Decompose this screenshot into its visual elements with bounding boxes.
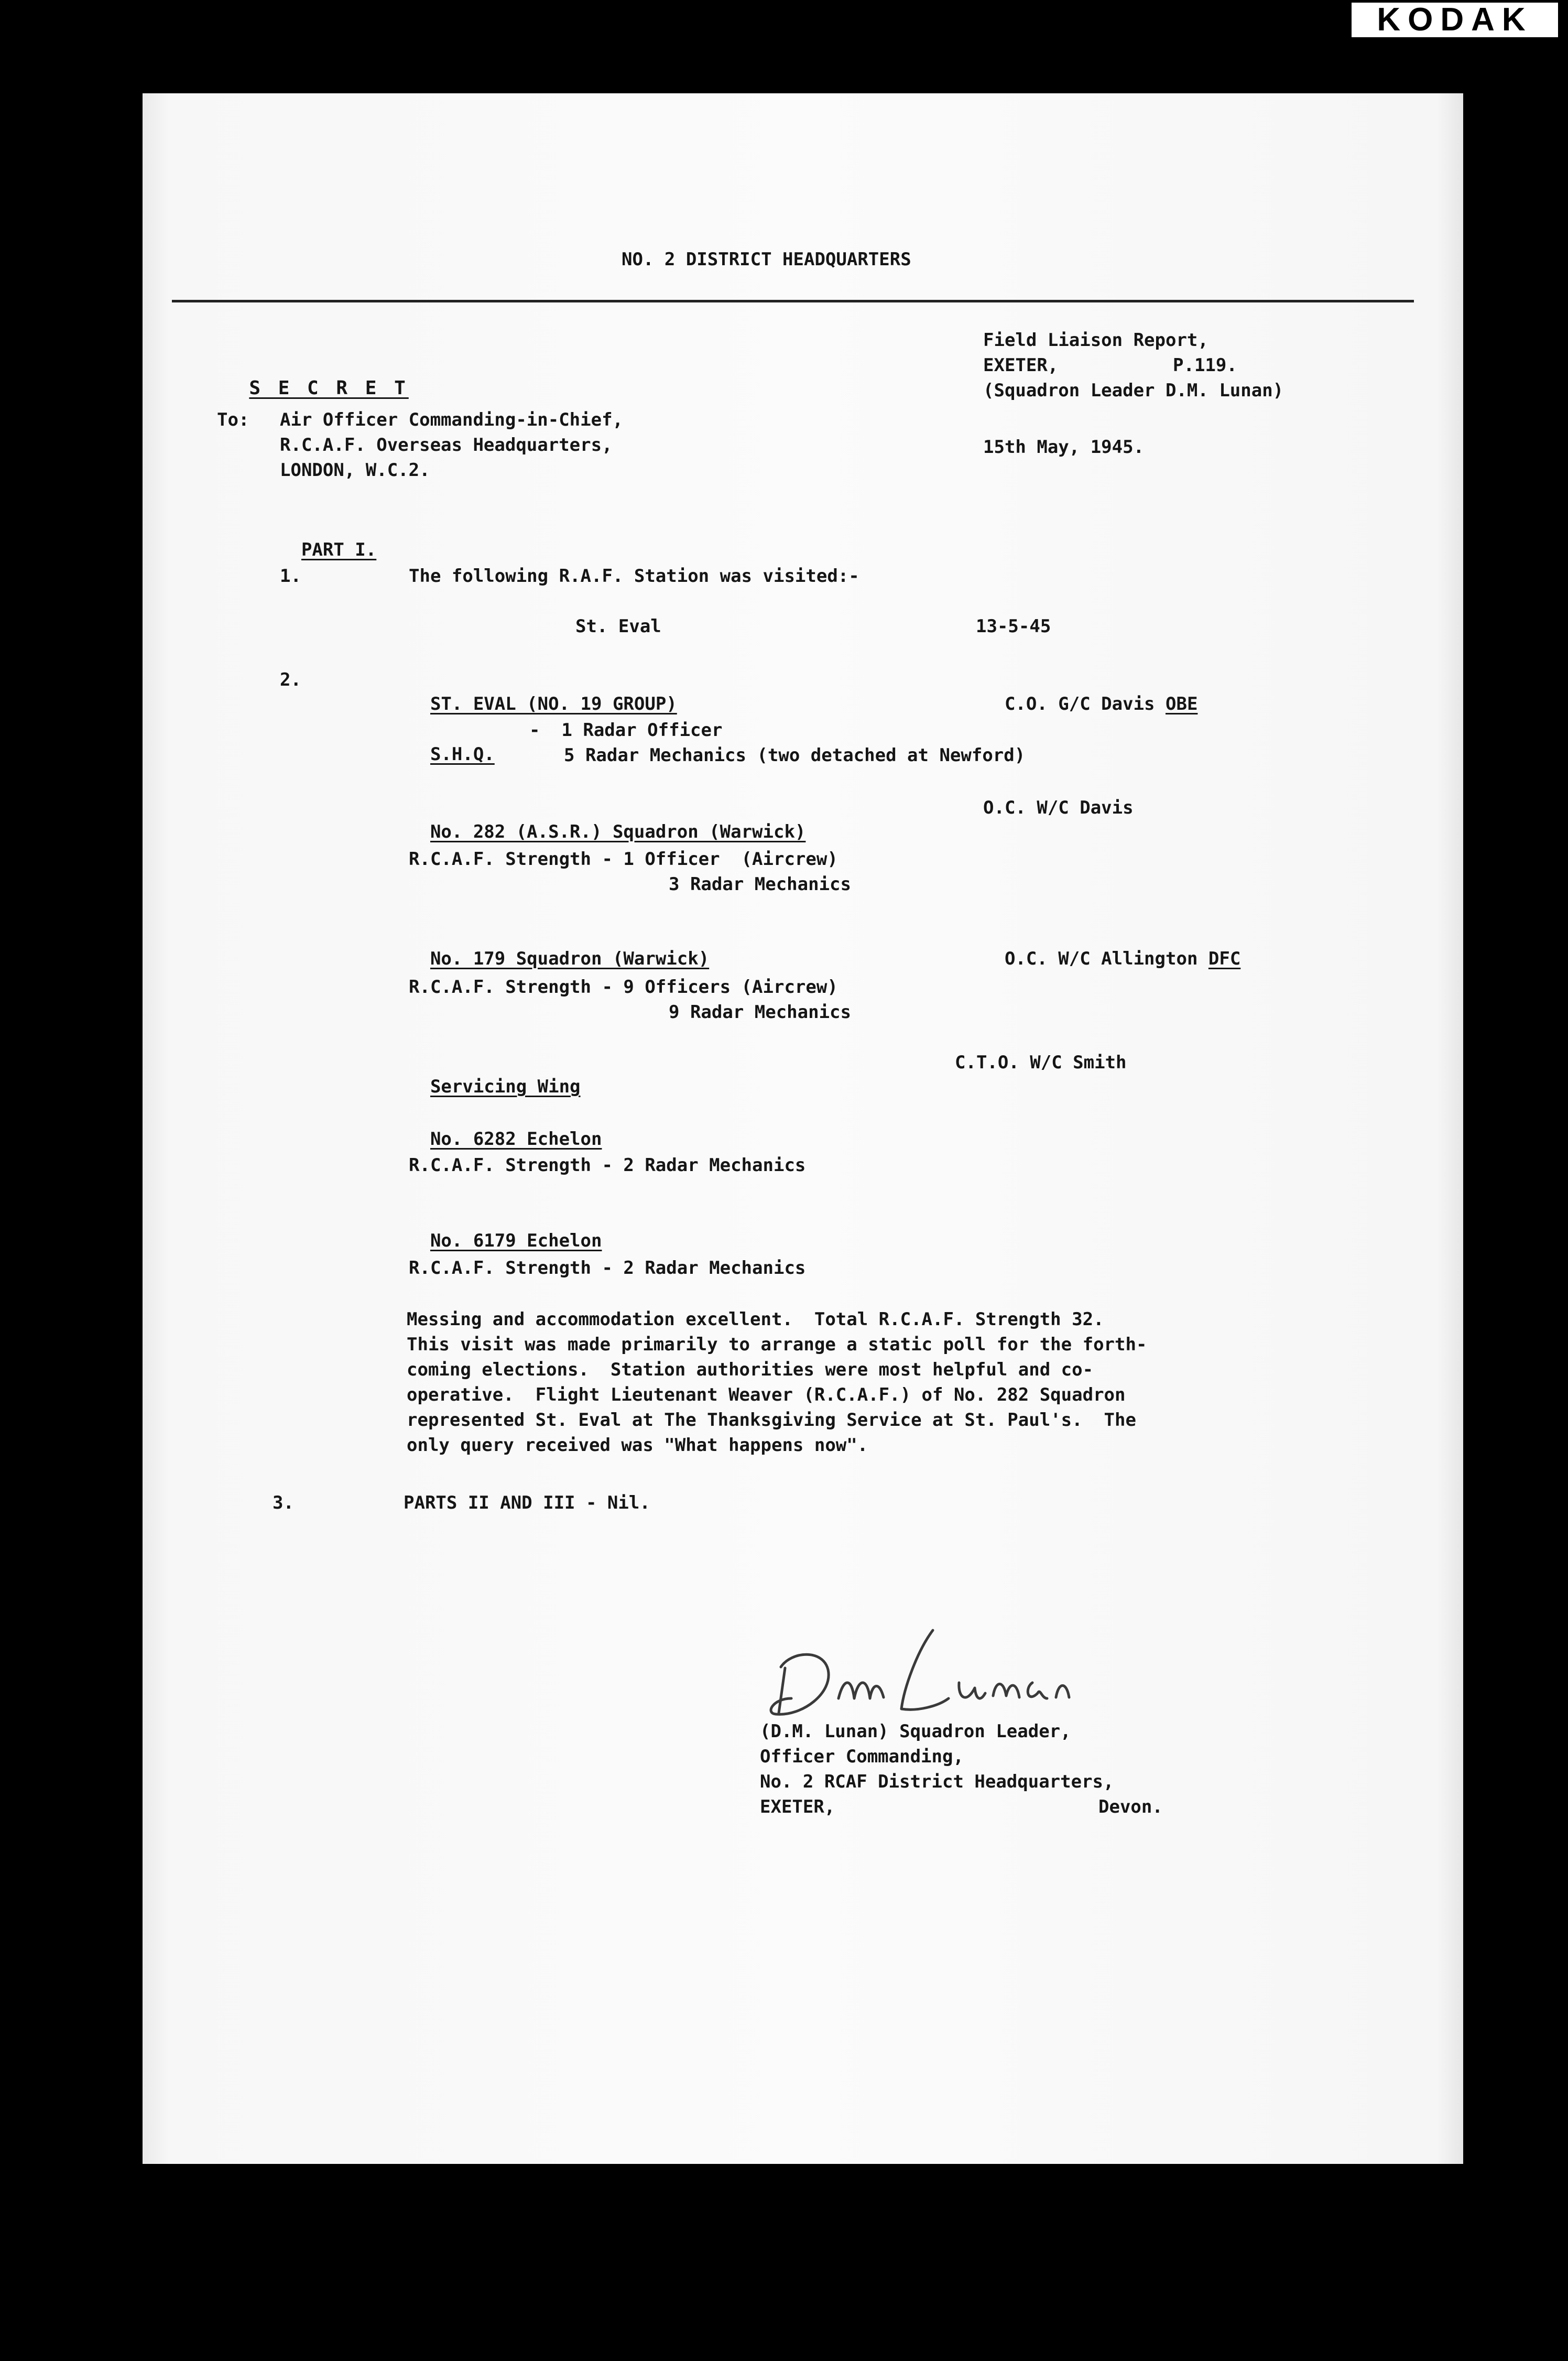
shq-label-text: S.H.Q. — [430, 744, 495, 765]
para2-number: 2. — [280, 669, 301, 690]
body-line-5: represented St. Eval at The Thanksgiving Service at St. Paul's. The — [407, 1410, 1136, 1431]
body-line-6: only query received was "What happens now". — [407, 1435, 868, 1456]
visit-date: 13-5-45 — [976, 616, 1051, 637]
sq179-strength-1: R.C.A.F. Strength - 9 Officers (Aircrew) — [409, 977, 838, 998]
body-line-2: This visit was made primarily to arrange a static poll for the forth- — [407, 1334, 1147, 1355]
sq282-commander: O.C. W/C Davis — [983, 797, 1134, 818]
visited-station: St. Eval — [575, 616, 661, 637]
handwritten-signature — [760, 1620, 1158, 1735]
signatory-appointment: Officer Commanding, — [760, 1746, 964, 1767]
shq-line-2: 5 Radar Mechanics (two detached at Newford) — [564, 745, 1026, 766]
station-commander — [983, 668, 1197, 716]
station-heading-text: ST. EVAL (NO. 19 GROUP) — [430, 694, 677, 714]
report-date: 15th May, 1945. — [983, 437, 1145, 458]
classification — [220, 352, 409, 400]
echelon-6282-heading-text: No. 6282 Echelon — [430, 1129, 602, 1150]
part-heading — [280, 514, 376, 562]
servicing-wing-commander: C.T.O. W/C Smith — [955, 1052, 1127, 1073]
report-title: Field Liaison Report, — [983, 330, 1208, 351]
header-rule — [172, 300, 1414, 302]
body-line-4: operative. Flight Lieutenant Weaver (R.C.A.F.) of No. 282 Squadron — [407, 1384, 1126, 1405]
kodak-film-label: KODAK — [1350, 1, 1560, 39]
body-line-3: coming elections. Station authorities were most helpful and co- — [407, 1359, 1094, 1380]
page-header: NO. 2 DISTRICT HEADQUARTERS — [622, 249, 911, 270]
sq282-heading-text: No. 282 (A.S.R.) Squadron (Warwick) — [430, 821, 806, 842]
echelon-6282-strength: R.C.A.F. Strength - 2 Radar Mechanics — [409, 1155, 806, 1176]
signatory-place: EXETER, — [760, 1796, 835, 1817]
sq282-strength-1: R.C.A.F. Strength - 1 Officer (Aircrew) — [409, 849, 838, 870]
sq179-commander-name: O.C. W/C Allington — [1004, 948, 1208, 969]
echelon-6179-heading-text: No. 6179 Echelon — [430, 1230, 602, 1251]
report-place: EXETER, — [983, 355, 1059, 376]
para3-text: PARTS II AND III - Nil. — [404, 1492, 650, 1513]
signatory-name-rank: (D.M. Lunan) Squadron Leader, — [760, 1721, 1071, 1742]
sq179-heading-text: No. 179 Squadron (Warwick) — [430, 948, 710, 969]
para3-number: 3. — [273, 1492, 294, 1513]
addressee-line-2: R.C.A.F. Overseas Headquarters, — [280, 435, 613, 456]
echelon-6179-strength: R.C.A.F. Strength - 2 Radar Mechanics — [409, 1258, 806, 1279]
shq-line-1: - 1 Radar Officer — [529, 720, 723, 741]
sq179-heading — [409, 923, 709, 971]
echelon-6282-heading — [409, 1103, 602, 1151]
addressee-line-1: Air Officer Commanding-in-Chief, — [280, 409, 624, 430]
para1-text: The following R.A.F. Station was visited:- — [409, 566, 859, 587]
station-commander-award: OBE — [1166, 694, 1198, 714]
servicing-wing-heading — [409, 1050, 581, 1099]
servicing-wing-heading-text: Servicing Wing — [430, 1076, 581, 1097]
sq282-heading — [409, 796, 805, 844]
classification-text: S E C R E T — [249, 377, 409, 399]
echelon-6179-heading — [409, 1205, 602, 1253]
station-commander-name: C.O. G/C Davis — [1004, 694, 1166, 714]
signatory-unit: No. 2 RCAF District Headquarters, — [760, 1771, 1114, 1792]
part-heading-text: PART I. — [301, 539, 377, 560]
report-reference: P.119. — [1173, 355, 1237, 376]
station-heading — [409, 668, 677, 716]
sq179-commander-award: DFC — [1208, 948, 1241, 969]
report-author: (Squadron Leader D.M. Lunan) — [983, 380, 1284, 401]
addressee-label: To: — [217, 409, 249, 430]
shq-label — [409, 718, 495, 766]
sq282-strength-2: 3 Radar Mechanics — [669, 874, 851, 895]
sq179-commander — [983, 923, 1240, 971]
signatory-county: Devon. — [1098, 1796, 1163, 1817]
addressee-line-3: LONDON, W.C.2. — [280, 460, 430, 481]
body-line-1: Messing and accommodation excellent. Total R.C.A.F. Strength 32. — [407, 1309, 1104, 1330]
sq179-strength-2: 9 Radar Mechanics — [669, 1002, 851, 1023]
document-page — [143, 93, 1463, 2164]
para1-number: 1. — [280, 566, 301, 587]
